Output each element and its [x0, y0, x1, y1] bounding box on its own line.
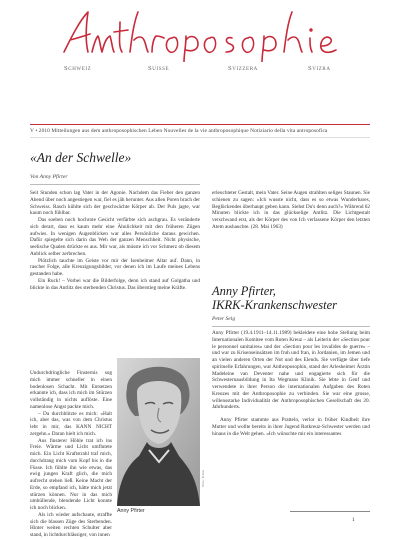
paragraph: Ein Ruck! – Vorbei war die Bilderfolge, denn ich stand auf Golgatha und blickte in das Antlitz des sterbenden Christus. Das überstieg meine Kräfte.: [30, 277, 200, 291]
article-title: «An der Schwelle»: [30, 150, 132, 165]
article2-body: [212, 330, 370, 437]
portrait-icon: [117, 358, 200, 506]
paragraph: – Da durchblitzte es mich: «Halt ich, aber das, was von dem Christus lebt in mir, das KANN NICHT zergehn.» Daran hielt ich mich.: [30, 410, 112, 437]
article-body-left-narrow: [30, 370, 112, 539]
paragraph: Das soeben noch hochrote Gesicht verfärbte sich aschgrau. Es veränderte sich derart, dass es kaum mehr eine Ähnlichkeit mit den früheren Zügen aufwies. In wenigen Augenblicken war alles Persönliche daraus gewichen. Dafür spiegelte sich darin das Weh der ganzen Menschheit. Nicht physische, seelische Qualen drückte es aus. Mir war, als müsste ich vor Schmerz ob diesem Anblick selber zerbrechen.: [30, 217, 200, 257]
paragraph: Plötzlich tauchte im Geiste vor mir der Isenheimer Altar auf. Dann, in rascher Folge, alle Kreuzigungsbilder, vor denen ich im Laufe meines Lebens gestanden habe.: [30, 257, 200, 277]
article2-title: [212, 284, 372, 312]
logo-script-icon: [58, 6, 358, 62]
paragraph: erleuchteter Gestalt, mein Vater. Seine Augen strahlten seliges Staunen. Sie schienen zu sagen: «Ich wusste nicht, dass es so etwas Wunderbares, Beglückendes überhaupt geben kann. Siehst Du's denn auch?» Während 62 Minuten blickte ich in das glückselige Antlitz. Die Lichtgestalt verschwand erst, als der Körper des von Ich verlassene Körper den letzten Atem aushauchte. (28. Mai 1963): [212, 190, 371, 230]
region-label: Svizzera: [228, 65, 258, 72]
page-number: 1: [352, 517, 355, 523]
paragraph: Seit Stunden schon lag Vater in der Agonie. Nachdem das Fieber den ganzen Abend über noch angestiegen war, fiel es jäh herunter. Aus allen Poren brach der Schweiss. Rasch kühlte sich der geschwächte Körper ab. Der Puls jagte, war kaum noch fühlbar.: [30, 190, 200, 217]
header-rule: [30, 124, 370, 125]
footer-rule: [290, 511, 370, 512]
article2-byline: Peter Selg: [212, 316, 236, 322]
masthead-logo: [58, 6, 358, 62]
paragraph: Anny Pfirter (19.4.1911–14.11.1989) bekleidete eine hohe Stellung beim Internationalen Komitee vom Roten Kreuz – als Leiterin der «Section pour le personnel sanitaires» und der «Section pour les invalides de guerre» – und war zu Krisenseinsätzen im fruh und fran, in Jordanien, im Jemen und an vielen anderen Orten der Not und des Elends. Sie verfügte über tiefe spirituelle Erfahrungen, war Anthroposophin, stand der Arlesheimer Ärztin Madeleine van Deventer nahe und engagierte sich für die Schwesternausbildung in Ita Wegmans Klinik. Sie lebte in Genf und verwendete in ihrer Person die internationalen Aufgaben des Roten Kreuzes mit der Anthroposophie zu verbinden. Sie war eine grosse, willensstarke Individualität der Anthroposophischen Gesellschaft des 20. Jahrhunderts.: [212, 330, 370, 411]
article-body-left: [30, 190, 200, 291]
article2-title-line: Anny Pfirter,: [212, 284, 276, 298]
region-label: Suisse: [148, 65, 170, 72]
paragraph: Undurchdringliche Finsternis sog mich immer schneller in einen bodenlosen Schacht. Mit Entsetzen erkannte ich, dass ich mich im Stürzen vollständig in nichts auflöste. Eine namenlose Angst packte mich.: [30, 370, 112, 410]
photo-credit: Foto: Privat: [201, 470, 205, 487]
portrait-photo: [117, 358, 200, 506]
issue-meta-line: V • 2010 Mitteilungen aus dem anthroposophischen Leben Nouvelles de la vie anthroposophique Notiziario della vita antroposofica: [30, 128, 328, 134]
article-body-right: [212, 190, 370, 231]
byline-rule: [30, 184, 200, 185]
region-label: Schweiz: [64, 65, 92, 72]
region-label: Svizra: [308, 65, 331, 72]
article-byline: Von Anny Pfirter: [30, 174, 68, 180]
paragraph: Aus finsterer Höhle trat ich ins Freie. Wärme und Licht umflutete mich. Ein Licht Kraftstrahl traf mich, durchdrang mich vom Kopf bis in die Füsse. Ich fühlte ihn wie etwas, das ewig jungen Kraft glich, die mich aufrecht stehen ließ. Keine Macht der Erde, so empfand ich, hätte mich jetzt stürzen können. Nur in das mich umhüllende, blendende Licht konnte ich noch blicken.: [30, 437, 112, 511]
header-rule-lower: [30, 137, 370, 138]
article2-title-line: IKRK-Krankenschwester: [212, 298, 337, 312]
paragraph: Anny Pfirter stammte aus Pratteln, verlor in früher Kindheit ihre Mutter und wollte bereits in ihrer Jugend Rotkreuz-Schwester werden und hinaus in die Welt gehen. «Ich wünschte mir ein interessantes: [212, 417, 370, 437]
paragraph: Als ich wieder aufschaute, straffte sich die blassen Züge des Sterbenden. Hinter weiten rechten Schulter aber stand, in lichtdurchlässiger, von innen: [30, 511, 112, 538]
byline-rule: [212, 326, 370, 327]
photo-caption: Anny Pfirter: [117, 508, 145, 514]
masthead-regions: [64, 65, 354, 77]
